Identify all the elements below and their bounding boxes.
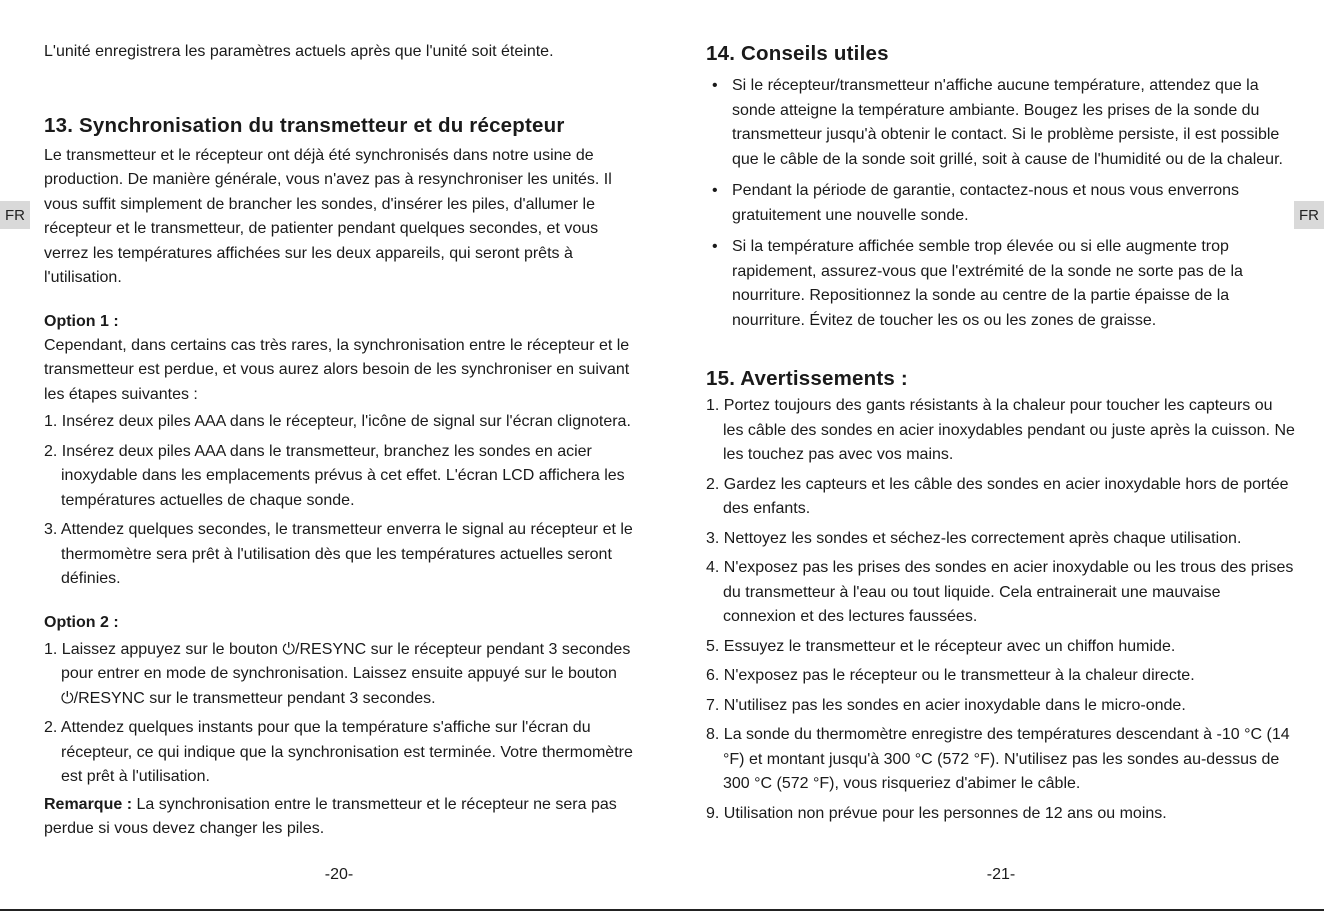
section-14-heading: 14. Conseils utiles: [706, 42, 889, 65]
tips-list: [706, 74, 1296, 333]
list-item: 2. Insérez deux piles AAA dans le transmetteur, branchez les sondes en acier inoxydable dans les emplacements prévus à cet effet. L'écran LCD affichera les températures actuelles de chaque sonde.: [44, 442, 625, 509]
list-item: 3. Nettoyez les sondes et séchez-les correctement après chaque utilisation.: [706, 529, 1242, 547]
tip-text: Pendant la période de garantie, contactez-nous et nous vous enverrons gratuitement une nouvelle sonde.: [732, 182, 1239, 224]
option-1-title: Option 1 :: [44, 312, 119, 330]
language-tab-right: FR: [1294, 201, 1324, 229]
bullet-icon: •: [712, 238, 718, 255]
page-number-left: -20-: [324, 866, 354, 883]
section-13-heading: 13. Synchronisation du transmetteur et du récepteur: [44, 113, 565, 137]
sync-description: Le transmetteur et le récepteur ont déjà été synchronisés dans notre usine de production. De manière générale, vous n'avez pas à resynchroniser les unités. Il vous suffit simplement de brancher les sondes, d'insérer les piles, d'allumer le récepteur et le transmetteur, de patienter pendant quelques secondes, et vous verrez les températures affichées sur les deux appareils, qui seront prêts à l'utilisation.: [44, 146, 612, 286]
list-item: 4. N'exposez pas les prises des sondes en acier inoxydable ou les trous des prises du transmetteur à l'eau ou tout liquide. Cela entrainerait une mauvaise connexion et des lectures faussées.: [706, 559, 1294, 625]
bottom-divider: [0, 909, 1324, 911]
list-item: 2. Gardez les capteurs et les câble des sondes en acier inoxydable hors de portée des enfants.: [706, 475, 1289, 517]
remark-text: La synchronisation entre le transmetteur et le récepteur ne sera pas perdue si vous devez changer les piles.: [44, 795, 617, 837]
list-item: 7. N'utilisez pas les sondes en acier inoxydable dans le micro-onde.: [706, 696, 1186, 714]
list-item: [706, 235, 1296, 333]
option-2-title: Option 2 :: [44, 613, 119, 631]
right-page: [706, 0, 1296, 900]
intro-text: L'unité enregistrera les paramètres actuels après que l'unité soit éteinte.: [44, 43, 554, 60]
bullet-icon: •: [712, 182, 718, 199]
remark-paragraph: [44, 793, 634, 842]
tip-text: Si la température affichée semble trop élevée ou si elle augmente trop rapidement, assurez-vous que l'extrémité de la sonde ne sorte pas de la nourriture. Repositionnez la sonde au centre de la partie épaisse de la nourriture. Évitez de toucher les os ou les zones de graisse.: [732, 238, 1243, 329]
list-item: 2. Attendez quelques instants pour que la température s'affiche sur l'écran du récepteur, ce qui indique que la synchronisation est terminée. Votre thermomètre est prêt à l'utilisation.: [44, 719, 633, 785]
list-item: 1. Laissez appuyez sur le bouton ⏻/RESYNC sur le récepteur pendant 3 secondes pour entrer en mode de synchronisation. Laissez ensuite appuyé sur le bouton ⏻/RESYNC sur le transmetteur pendant 3 secondes.: [44, 640, 631, 707]
tip-text: Si le récepteur/transmetteur n'affiche aucune température, attendez que la sonde atteigne la température ambiante. Bougez les prises de la sonde du transmetteur jusqu'à obtenir le contact. Si le problème persiste, il est possible que le câble de la sonde soit grillé, soit à cause de l'humidité ou de la chaleur.: [732, 77, 1283, 168]
list-item: 3. Attendez quelques secondes, le transmetteur enverra le signal au récepteur et le thermomètre sera prêt à l'utilisation dès que les températures actuelles seront définies.: [44, 521, 633, 587]
bullet-icon: •: [712, 77, 718, 94]
list-item: 6. N'exposez pas le récepteur ou le transmetteur à la chaleur directe.: [706, 667, 1195, 684]
left-page: [44, 0, 634, 900]
list-item: 1. Insérez deux piles AAA dans le récepteur, l'icône de signal sur l'écran clignotera.: [44, 413, 631, 430]
warnings-list: [706, 394, 1296, 826]
list-item: 9. Utilisation non prévue pour les personnes de 12 ans ou moins.: [706, 804, 1167, 822]
list-item: 8. La sonde du thermomètre enregistre des températures descendant à -10 °C (14 °F) et montant jusqu'à 300 °C (572 °F). N'utilisez pas les sondes au-dessus de 300 °C (572 °F), vous risqueriez d'abimer le câble.: [706, 726, 1290, 792]
page-number-right: -21-: [986, 866, 1016, 883]
option-1-steps: [44, 410, 634, 592]
language-tab-left: FR: [0, 201, 30, 229]
list-item: [706, 179, 1296, 228]
option-2-steps: [44, 638, 634, 790]
list-item: 1. Portez toujours des gants résistants à la chaleur pour toucher les capteurs ou les câble des sondes en acier inoxydables pendant ou juste après la cuisson. Ne les touchez pas avec vos mains.: [706, 397, 1295, 463]
option-1-description: Cependant, dans certains cas très rares, la synchronisation entre le récepteur et le transmetteur est perdue, et vous aurez alors besoin de les synchroniser en suivant les étapes suivantes :: [44, 336, 630, 403]
list-item: 5. Essuyez le transmetteur et le récepteur avec un chiffon humide.: [706, 637, 1176, 655]
list-item: [706, 74, 1296, 172]
remark-label: Remarque :: [44, 795, 133, 813]
section-15-heading: 15. Avertissements :: [706, 367, 908, 390]
